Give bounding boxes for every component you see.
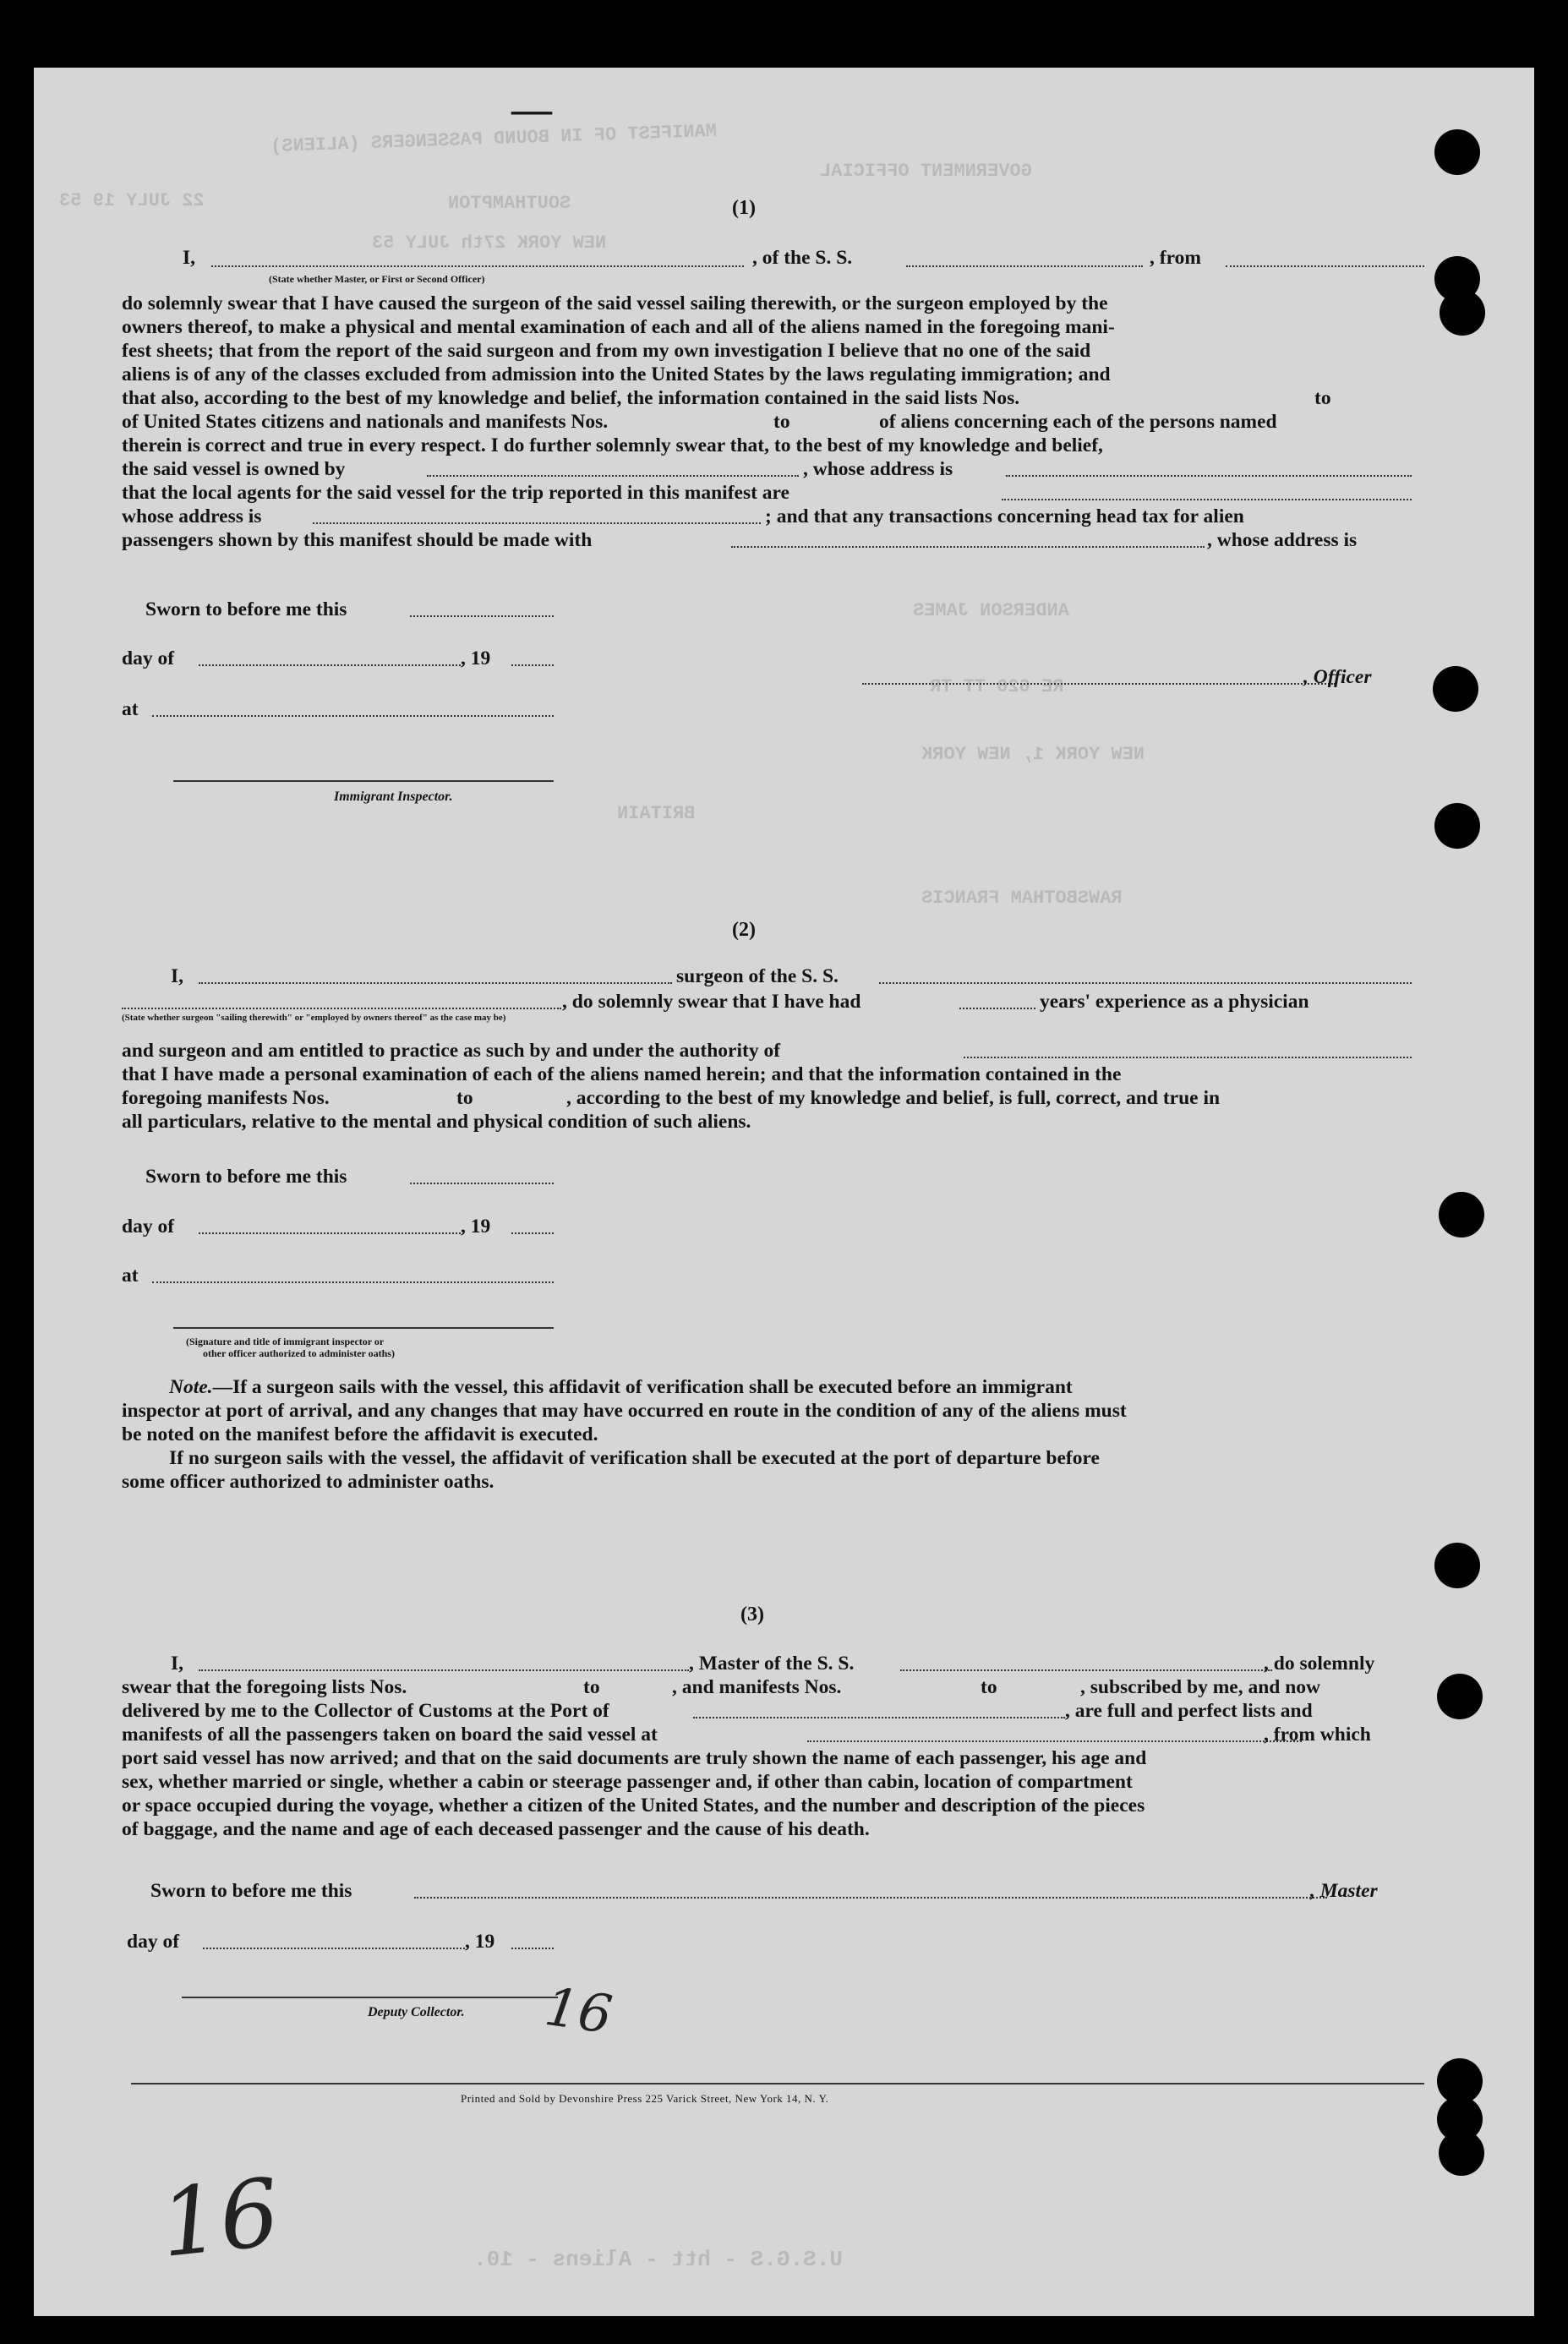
note-text: inspector at port of arrival, and any changes that may have occurred en route in the condition of any of the aliens must xyxy=(122,1400,1127,1422)
s1-blank-sworn xyxy=(410,615,554,617)
s1-blank-officer-sig xyxy=(862,683,1336,685)
bleed-through-row: RAWSBOTHAM FRANCIS xyxy=(921,888,1123,909)
s3-text: or space occupied during the voyage, whether a citizen of the United States, and the number and description of the pieces xyxy=(122,1795,1145,1817)
s3-blank-year xyxy=(511,1948,554,1949)
note-line: —If a surgeon sails with the vessel, this affidavit of verification shall be executed before an immigrant xyxy=(212,1376,1073,1398)
bleed-through-official: GOVERNMENT OFFICIAL xyxy=(820,161,1032,182)
s1-officer-label: , Officer xyxy=(1303,666,1372,688)
s2-blank-ship xyxy=(879,982,1412,984)
s3-day-of: day of xyxy=(127,1931,180,1953)
s3-text: port said vessel has now arrived; and that on the said documents are truly shown the name of each passenger, his age and xyxy=(122,1747,1147,1769)
s1-inspector-label: Immigrant Inspector. xyxy=(334,790,453,804)
s2-text: all particulars, relative to the mental and physical condition of such aliens. xyxy=(122,1111,751,1133)
bleed-through-row: ANDERSON JAMES xyxy=(913,600,1069,621)
s2-sig-hint: other officer authorized to administer oaths) xyxy=(203,1347,395,1359)
s3-sworn: Sworn to before me this xyxy=(150,1880,352,1902)
s2-day-of: day of xyxy=(122,1216,175,1238)
s1-text: do solemnly swear that I have caused the surgeon of the said vessel sailing therewith, or the surgeon employed by the xyxy=(122,292,1108,314)
punch-hole xyxy=(1437,1674,1483,1719)
section-1-number: (1) xyxy=(732,197,756,219)
s2-text: years' experience as a physician xyxy=(1040,991,1309,1013)
s3-blank-name xyxy=(199,1669,689,1671)
handwritten-bottom-mark: 16 xyxy=(155,2158,285,2278)
s2-text: and surgeon and am entitled to practice as such by and under the authority of xyxy=(122,1040,781,1062)
s3-blank-sworn xyxy=(414,1897,1327,1899)
s1-text: ; and that any transactions concerning head tax for alien xyxy=(765,505,1244,527)
punch-hole xyxy=(1434,129,1480,175)
s3-text: swear that the foregoing lists Nos. xyxy=(122,1676,407,1698)
bleed-through-from: SOUTHAMPTON xyxy=(448,193,571,214)
s1-text: passengers shown by this manifest should be made with xyxy=(122,529,593,551)
note-text: some officer authorized to administer oaths. xyxy=(122,1471,494,1493)
s1-text: of aliens concerning each of the persons named xyxy=(879,411,1277,433)
s2-blank-authority xyxy=(964,1057,1412,1058)
s3-text: delivered by me to the Collector of Customs at the Port of xyxy=(122,1700,609,1722)
s1-hint: (State whether Master, or First or Second Officer) xyxy=(269,273,485,285)
s1-blank-at xyxy=(152,715,554,717)
s3-text: , do solemnly xyxy=(1264,1653,1375,1675)
punch-hole xyxy=(1440,290,1485,336)
s3-blank-ship xyxy=(900,1669,1272,1671)
note-text: be noted on the manifest before the affidavit is executed. xyxy=(122,1423,598,1445)
s2-text: to xyxy=(456,1087,473,1109)
s3-text: to xyxy=(583,1676,600,1698)
s1-sworn: Sworn to before me this xyxy=(145,598,347,620)
s2-sworn: Sworn to before me this xyxy=(145,1166,347,1188)
s3-collector-label: Deputy Collector. xyxy=(368,2005,465,2019)
punch-hole xyxy=(1439,1192,1484,1238)
s1-text: , whose address is xyxy=(1207,529,1358,551)
bleed-through-arrival: NEW YORK 27th JULY 53 xyxy=(372,232,607,254)
s3-text: , from which xyxy=(1264,1724,1371,1746)
s1-text: the said vessel is owned by xyxy=(122,458,346,480)
s3-text: of baggage, and the name and age of each deceased passenger and the cause of his death. xyxy=(122,1818,870,1840)
s2-blank-years xyxy=(959,1008,1035,1009)
s2-signature-line xyxy=(173,1327,554,1329)
top-mark: — xyxy=(511,87,552,132)
form-sheet xyxy=(34,68,1534,2316)
note-text xyxy=(169,1374,1073,1400)
s3-master: , Master of the S. S. xyxy=(689,1653,855,1675)
bleed-through-row: RE 620 TT TR xyxy=(930,676,1064,697)
s1-day-of: day of xyxy=(122,647,175,669)
s1-blank-officer xyxy=(211,265,744,267)
s1-blank-from xyxy=(1226,265,1424,267)
s1-blank-ship xyxy=(906,265,1143,267)
s3-text: sex, whether married or single, whether a cabin or steerage passenger and, if other than cabin, location of compartment xyxy=(122,1771,1133,1793)
s2-text: that I have made a personal examination of each of the aliens named herein; and that the information contained in the xyxy=(122,1063,1122,1085)
s1-text: , whose address is xyxy=(803,458,953,480)
s1-text: aliens is of any of the classes excluded from admission into the United States by the laws regulating immigration; and xyxy=(122,363,1111,385)
s3-text: , and manifests Nos. xyxy=(672,1676,842,1698)
punch-hole xyxy=(1439,2130,1484,2176)
bleed-through-bottom: U.S.G.S - htt - Aliens - 10. xyxy=(473,2247,843,2272)
s3-year: , 19 xyxy=(465,1931,495,1953)
section-3-number: (3) xyxy=(740,1604,764,1626)
s1-text: to xyxy=(773,411,790,433)
s1-blank-year xyxy=(511,664,554,666)
s3-blank-day xyxy=(203,1948,465,1949)
punch-hole xyxy=(1434,803,1480,849)
s1-text: of United States citizens and nationals and manifests Nos. xyxy=(122,411,609,433)
s1-blank-owner-address xyxy=(1006,475,1412,477)
s2-blank-name xyxy=(199,982,672,984)
s1-text: therein is correct and true in every respect. I do further solemnly swear that, to the best of my knowledge and belief, xyxy=(122,434,1103,456)
s2-year: , 19 xyxy=(461,1216,491,1238)
s1-text: that also, according to the best of my knowledge and belief, the information contained in the said lists Nos. xyxy=(122,387,1020,409)
s2-text: , do solemnly swear that I have had xyxy=(562,991,861,1013)
bleed-through-date: 22 JULY 19 53 xyxy=(59,190,205,211)
bleed-through-row: NEW YORK 1, NEW YORK xyxy=(921,744,1145,765)
s1-blank-agents xyxy=(1002,499,1412,500)
s3-text: , subscribed by me, and now xyxy=(1080,1676,1321,1698)
s3-master-label: , Master xyxy=(1310,1880,1378,1902)
footer-rule xyxy=(131,2083,1424,2084)
s2-blank-sworn xyxy=(410,1183,554,1184)
bleed-through-header: MANIFEST OF IN BOUND PASSENGERS (ALIENS) xyxy=(270,120,718,158)
s2-surgeon: surgeon of the S. S. xyxy=(676,965,839,987)
s1-year: , 19 xyxy=(461,647,491,669)
handwritten-page-mark: 16 xyxy=(541,1975,616,2046)
s1-text: owners thereof, to make a physical and mental examination of each and all of the aliens named in the foregoing mani- xyxy=(122,316,1115,338)
s3-collector-line xyxy=(182,1997,558,1998)
s1-blank-owner xyxy=(427,475,799,477)
s3-blank-departure xyxy=(807,1740,1302,1742)
s1-text: fest sheets; that from the report of the said surgeon and from my own investigation I believe that no one of the said xyxy=(122,340,1091,362)
s2-text: , according to the best of my knowledge and belief, is full, correct, and true in xyxy=(566,1087,1221,1109)
s2-sig-hint: (Signature and title of immigrant inspector or xyxy=(186,1336,385,1347)
s1-from: , from xyxy=(1150,247,1201,269)
s3-text: to xyxy=(981,1676,997,1698)
s2-blank-year xyxy=(511,1232,554,1234)
s2-hint: (State whether surgeon "sailing therewith" or "employed by owners thereof" as the case may be) xyxy=(122,1013,506,1023)
bleed-through-row: BRITAIN xyxy=(617,803,696,824)
s2-text: foregoing manifests Nos. xyxy=(122,1087,330,1109)
s2-blank-status xyxy=(122,1008,561,1009)
footer-imprint: Printed and Sold by Devonshire Press 225 Varick Street, New York 14, N. Y. xyxy=(461,2092,829,2105)
s1-at: at xyxy=(122,698,139,720)
s1-text: whose address is xyxy=(122,505,262,527)
s1-text: that the local agents for the said vessel for the trip reported in this manifest are xyxy=(122,482,789,504)
s1-inspector-line xyxy=(173,780,554,782)
s2-line-i: I, xyxy=(171,965,184,987)
s2-at: at xyxy=(122,1265,139,1287)
s2-blank-day xyxy=(199,1232,461,1234)
s1-blank-day xyxy=(199,664,461,666)
punch-hole xyxy=(1433,666,1478,712)
s3-blank-port xyxy=(693,1717,1065,1718)
s3-line-i: I, xyxy=(171,1653,184,1675)
s1-text: to xyxy=(1314,387,1331,409)
note-label: Note. xyxy=(169,1376,213,1398)
s1-line-i: I, xyxy=(183,247,196,269)
s3-text: , are full and perfect lists and xyxy=(1065,1700,1313,1722)
punch-hole xyxy=(1434,1543,1480,1588)
section-2-number: (2) xyxy=(732,919,756,941)
s1-of-ss: , of the S. S. xyxy=(752,247,853,269)
note-text: If no surgeon sails with the vessel, the affidavit of verification shall be executed at the port of departure before xyxy=(169,1447,1100,1469)
s1-blank-agents-address xyxy=(313,522,761,524)
s1-blank-headtax xyxy=(731,546,1205,548)
s3-text: manifests of all the passengers taken on board the said vessel at xyxy=(122,1724,658,1746)
s2-blank-at xyxy=(152,1281,554,1283)
